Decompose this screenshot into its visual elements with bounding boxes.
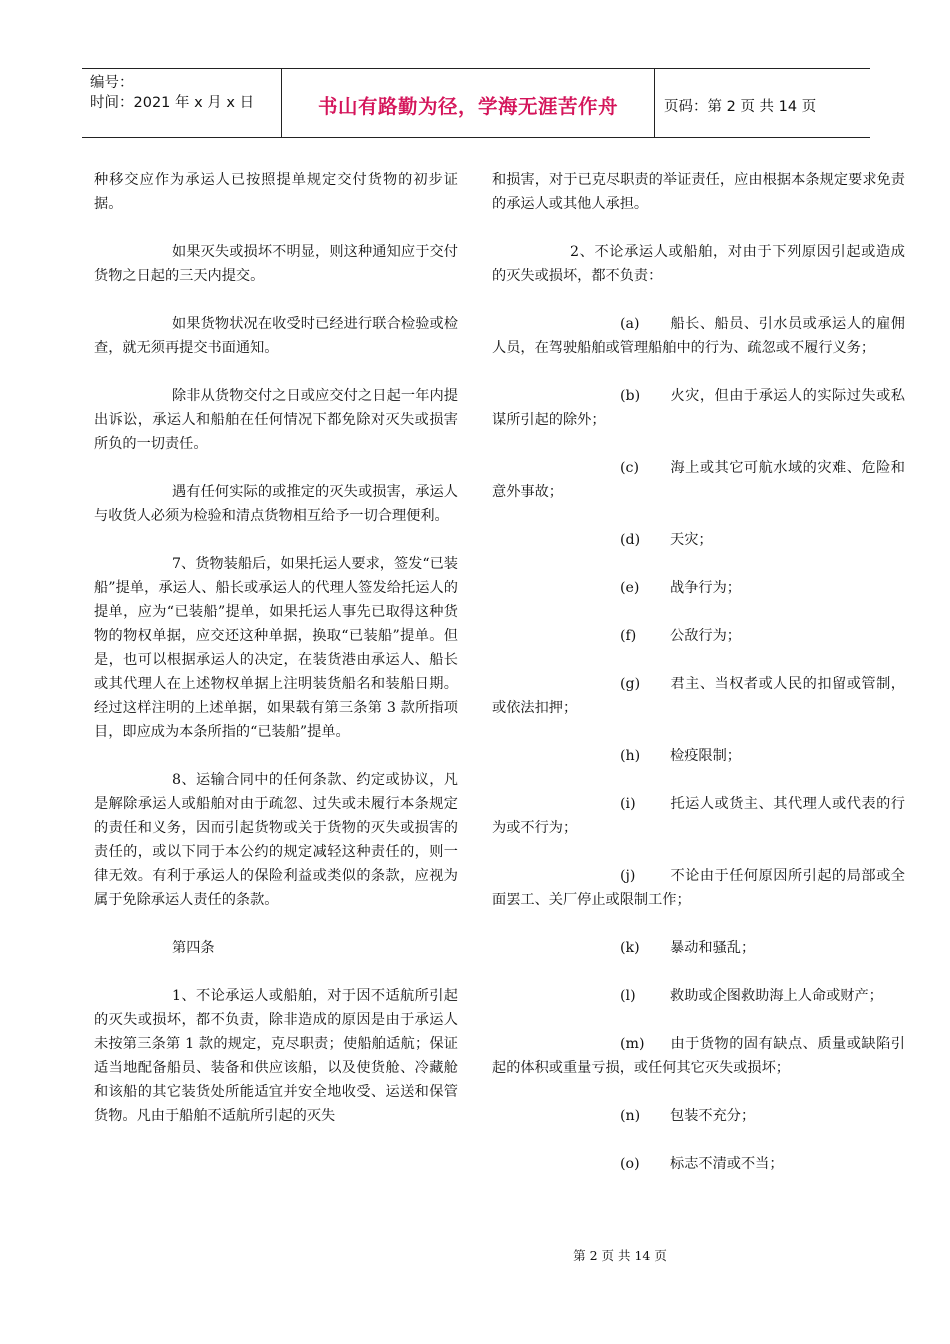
- exemption-label: (o): [620, 1156, 640, 1172]
- exemption-item: [492, 312, 905, 360]
- exemption-text: 不论由于任何原因所引起的局部或全面罢工、关厂停止或限制工作；: [492, 868, 905, 908]
- exemption-item: [492, 576, 905, 600]
- paragraph: 遇有任何实际的或推定的灭失或损害，承运人与收货人必须为检验和清点货物相互给予一切合理便利。: [94, 484, 458, 524]
- exemption-label: (m): [620, 1036, 645, 1052]
- exemption-label: (e): [620, 580, 640, 596]
- exemption-label: (c): [620, 460, 640, 476]
- exemption-label: (a): [620, 316, 640, 332]
- paragraph: 7、货物装船后，如果托运人要求，签发“已装船”提单，承运人、船长或承运人的代理人签发给托运人的提单，应为“已装船”提单，如果托运人事先已取得这种货物的物权单据，应交还这种单据，换取“已装船”提单。但是，也可以根据承运人的决定，在装货港由承运人、船长或其代理人在上述物权单据上注明装货船名和装船日期。经过这样注明的上述单据，如果载有第三条第 3 款所指项目，即应成为本条所指的“已装船”提单。: [94, 556, 458, 740]
- exemption-text: 君主、当权者或人民的扣留或管制，或依法扣押；: [492, 676, 905, 716]
- exemption-text: 托运人或货主、其代理人或代表的行为或不行为；: [492, 796, 905, 836]
- exemption-text: 火灾，但由于承运人的实际过失或私谋所引起的除外；: [492, 388, 905, 428]
- document-date-label: 时间：2021 年 x 月 x 日: [90, 95, 255, 111]
- exemption-item: [492, 984, 905, 1008]
- right-text-column: [492, 168, 905, 1200]
- exemption-item: [492, 792, 905, 840]
- paragraph: 8、运输合同中的任何条款、约定或协议，凡是解除承运人或船舶对由于疏忽、过失或未履行本条规定的责任和义务，因而引起货物或关于货物的灭失或损害的责任的，或以下同于本公约的规定减轻这种责任的，则一律无效。有利于承运人的保险利益或类似的条款，应视为属于免除承运人责任的条款。: [94, 772, 458, 908]
- exemption-label: (i): [620, 796, 636, 812]
- exemption-text: 海上或其它可航水域的灾难、危险和意外事故；: [492, 460, 905, 500]
- exemption-text: 暴动和骚乱；: [670, 940, 756, 956]
- exemption-text: 公敌行为；: [670, 628, 741, 644]
- exemption-item: [492, 528, 905, 552]
- article-heading: 第四条: [172, 940, 215, 956]
- exemption-text: 标志不清或不当；: [670, 1156, 784, 1172]
- document-number-label: 编号：: [90, 75, 134, 91]
- exemption-label: (k): [620, 940, 640, 956]
- exemption-label: (f): [620, 628, 637, 644]
- paragraph: 和损害，对于已克尽职责的举证责任，应由根据本条规定要求免责的承运人或其他人承担。: [492, 172, 905, 212]
- exemption-text: 包装不充分；: [670, 1108, 756, 1124]
- paragraph: 除非从货物交付之日或应交付之日起一年内提出诉讼，承运人和船舶在任何情况下都免除对灭失或损害所负的一切责任。: [94, 388, 458, 452]
- exemption-label: (n): [620, 1108, 641, 1124]
- paragraph: 2、不论承运人或船舶，对由于下列原因引起或造成的灭失或损坏，都不负责：: [492, 244, 905, 284]
- motto-text: 书山有路勤为径，学海无涯苦作舟: [317, 95, 618, 118]
- header-table: [82, 68, 870, 138]
- exemption-item: [492, 864, 905, 912]
- exemption-label: (d): [620, 532, 641, 548]
- exemption-item: [492, 936, 905, 960]
- header-motto-cell: [282, 69, 655, 137]
- paragraph: 如果货物状况在收受时已经进行联合检验或检查，就无须再提交书面通知。: [94, 316, 458, 356]
- header-page-info: 页码：第 2 页 共 14 页: [664, 98, 817, 115]
- exemption-label: (g): [620, 676, 641, 692]
- exemption-text: 天灾；: [670, 532, 713, 548]
- exemption-label: (j): [620, 868, 636, 884]
- paragraph: 1、不论承运人或船舶，对于因不适航所引起的灭失或损坏，都不负责，除非造成的原因是由于承运人未按第三条第 1 款的规定，克尽职责；使船舶适航；保证适当地配备船员、装备和供应该船，以及使货舱、冷藏舱和该船的其它装货处所能适宜并安全地收受、运送和保管货物。凡由于船舶不适航所引起的灭失: [94, 988, 458, 1124]
- paragraph: 种移交应作为承运人已按照提单规定交付货物的初步证据。: [94, 172, 458, 212]
- exemption-item: [492, 456, 905, 504]
- exemption-text: 船长、船员、引水员或承运人的雇佣人员，在驾驶船舶或管理船舶中的行为、疏忽或不履行义务；: [492, 316, 905, 356]
- exemption-text: 由于货物的固有缺点、质量或缺陷引起的体积或重量亏损，或任何其它灭失或损坏；: [492, 1036, 905, 1076]
- exemption-text: 检疫限制；: [670, 748, 741, 764]
- exemption-item: [492, 1032, 905, 1080]
- exemption-text: 救助或企图救助海上人命或财产；: [670, 988, 883, 1004]
- paragraph: 如果灭失或损坏不明显，则这种通知应于交付货物之日起的三天内提交。: [94, 244, 458, 284]
- exemption-item: [492, 744, 905, 768]
- page-footer: 第 2 页 共 14 页: [573, 1248, 667, 1263]
- exemption-text: 战争行为；: [670, 580, 741, 596]
- exemption-item: [492, 624, 905, 648]
- exemption-label: (h): [620, 748, 641, 764]
- exemption-item: [492, 1152, 905, 1176]
- exemption-item: [492, 672, 905, 720]
- header-page-cell: [656, 69, 870, 137]
- exemption-item: [492, 1104, 905, 1128]
- left-text-column: [94, 168, 458, 1152]
- header-meta-cell: [82, 69, 282, 137]
- exemption-label: (l): [620, 988, 636, 1004]
- exemption-item: [492, 384, 905, 432]
- exemption-label: (b): [620, 388, 641, 404]
